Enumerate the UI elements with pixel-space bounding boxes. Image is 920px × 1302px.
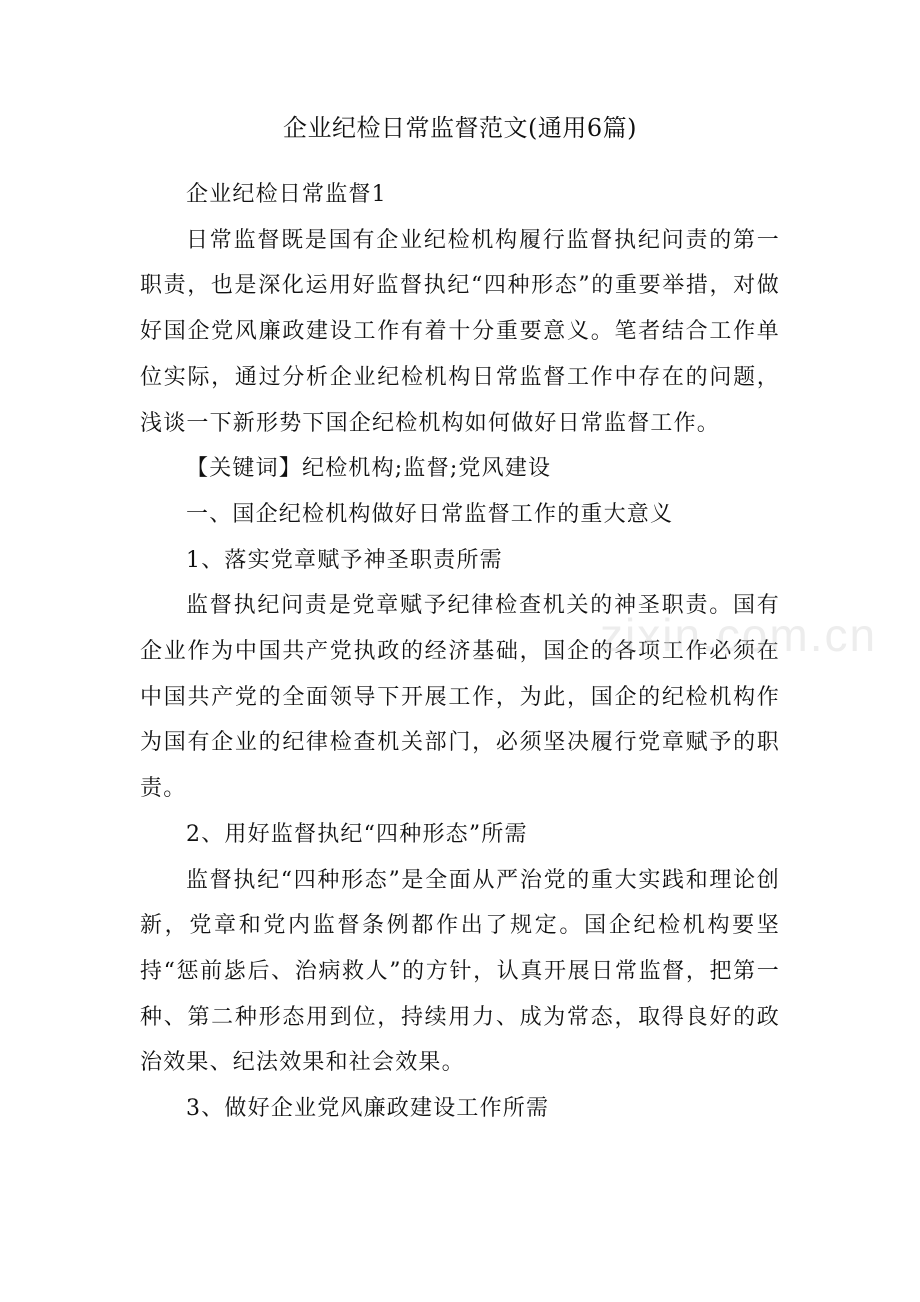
- watermark: zixin.com.cn: [600, 609, 878, 661]
- keywords-line: 【关键词】纪检机构;监督;党风建设: [186, 456, 552, 482]
- body-paragraph-2: 监督执纪“四种形态”是全面从严治党的重大实践和理论创新，党章和党内监督条例都作出了规定。国企纪检机构要坚持“惩前毖后、治病救人”的方针，认真开展日常监督，把第一种、第二种形态用到位，持续用力、成为常态，取得良好的政治效果、纪法效果和社会效果。: [140, 867, 780, 1076]
- chapter-heading: 一、国企纪检机构做好日常监督工作的重大意义: [186, 501, 674, 527]
- subheading-1: 1、落实党章赋予神圣职责所需: [186, 547, 503, 573]
- subheading-3: 3、做好企业党风廉政建设工作所需: [186, 1096, 550, 1122]
- body-paragraph-1: 监督执纪问责是党章赋予纪律检查机关的神圣职责。国有企业作为中国共产党执政的经济基础，国企的各项工作必须在中国共产党的全面领导下开展工作，为此，国企的纪检机构作为国有企业的纪律检查机关部门，必须坚决履行党章赋予的职责。: [140, 593, 780, 802]
- section-heading: 企业纪检日常监督1: [186, 182, 387, 207]
- document-body: [140, 172, 780, 1132]
- document-title: 企业纪检日常监督范文(通用6篇): [283, 114, 637, 142]
- subheading-2: 2、用好监督执纪“四种形态”所需: [186, 821, 528, 847]
- abstract-paragraph: 日常监督既是国有企业纪检机构履行监督执纪问责的第一职责，也是深化运用好监督执纪“四种形态”的重要举措，对做好国企党风廉政建设工作有着十分重要意义。笔者结合工作单位实际，通过分析企业纪检机构日常监督工作中存在的问题，浅谈一下新形势下国企纪检机构如何做好日常监督工作。: [140, 227, 780, 436]
